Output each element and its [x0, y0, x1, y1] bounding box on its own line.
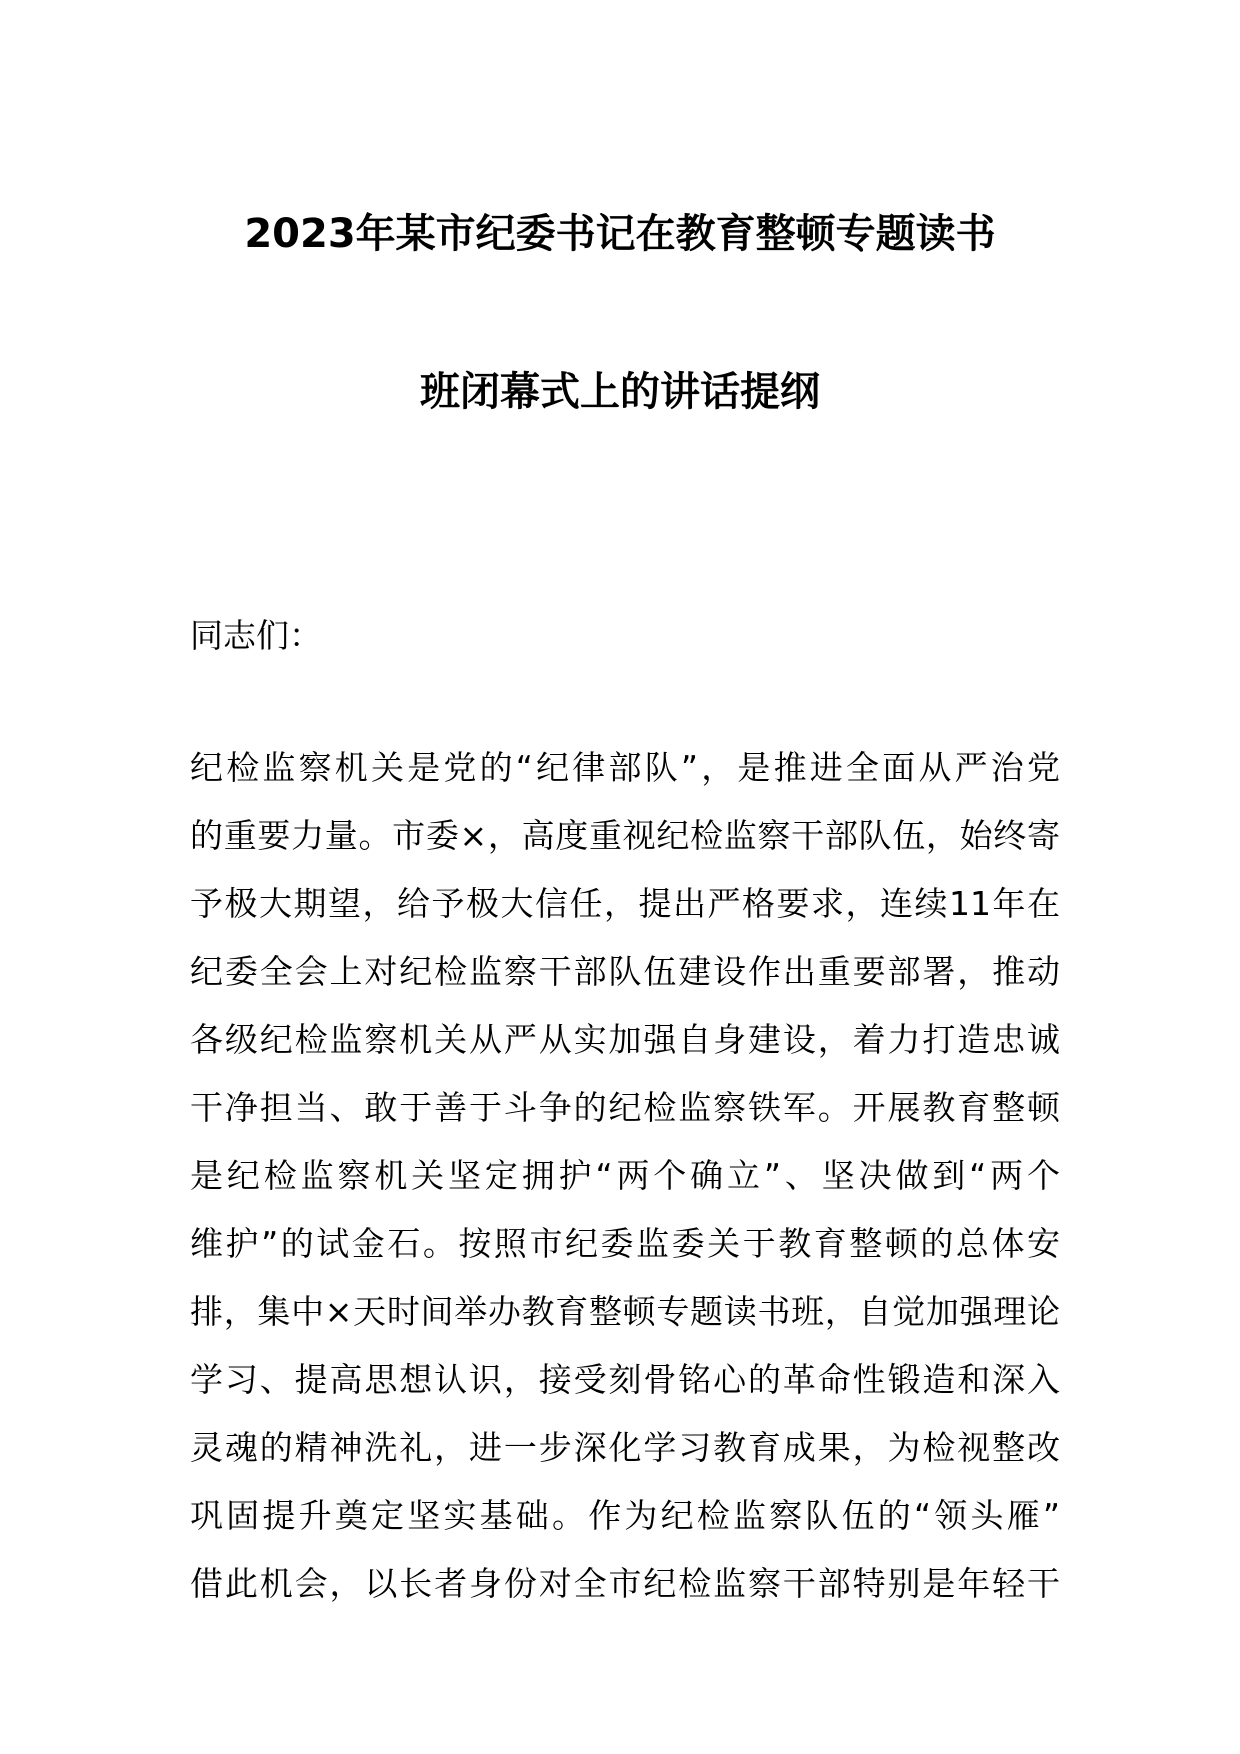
body-line: 各级纪检监察机关从严从实加强自身建设，着力打造忠诚 — [190, 1020, 1060, 1059]
body-line: 学习、提高思想认识，接受刻骨铭心的革命性锻造和深入 — [190, 1360, 1060, 1399]
body-line: 干净担当、敢于善于斗争的纪检监察铁军。开展教育整顿 — [190, 1088, 1060, 1127]
salutation: 同志们： — [190, 616, 322, 655]
body-line: 借此机会，以长者身份对全市纪检监察干部特别是年轻干 — [190, 1564, 1060, 1603]
body-paragraph — [190, 746, 1060, 1630]
body-line: 予极大期望，给予极大信任，提出严格要求，连续11年在 — [190, 884, 1060, 923]
body-line: 灵魂的精神洗礼，进一步深化学习教育成果，为检视整改 — [190, 1428, 1060, 1467]
body-line: 维护”的试金石。按照市纪委监委关于教育整顿的总体安 — [190, 1224, 1060, 1263]
body-line: 纪委全会上对纪检监察干部队伍建设作出重要部署，推动 — [190, 952, 1060, 991]
body-line: 纪检监察机关是党的“纪律部队”，是推进全面从严治党 — [190, 748, 1060, 787]
body-line: 的重要力量。市委×，高度重视纪检监察干部队伍，始终寄 — [190, 816, 1060, 855]
title-line-2: 班闭幕式上的讲话提纲 — [420, 369, 820, 415]
body-line: 是纪检监察机关坚定拥护“两个确立”、坚决做到“两个 — [190, 1156, 1060, 1195]
title-line-1: 2023年某市纪委书记在教育整顿专题读书 — [244, 211, 996, 257]
body-line: 巩固提升奠定坚实基础。作为纪检监察队伍的“领头雁” — [190, 1496, 1060, 1535]
body-line: 排，集中×天时间举办教育整顿专题读书班，自觉加强理论 — [190, 1292, 1060, 1331]
